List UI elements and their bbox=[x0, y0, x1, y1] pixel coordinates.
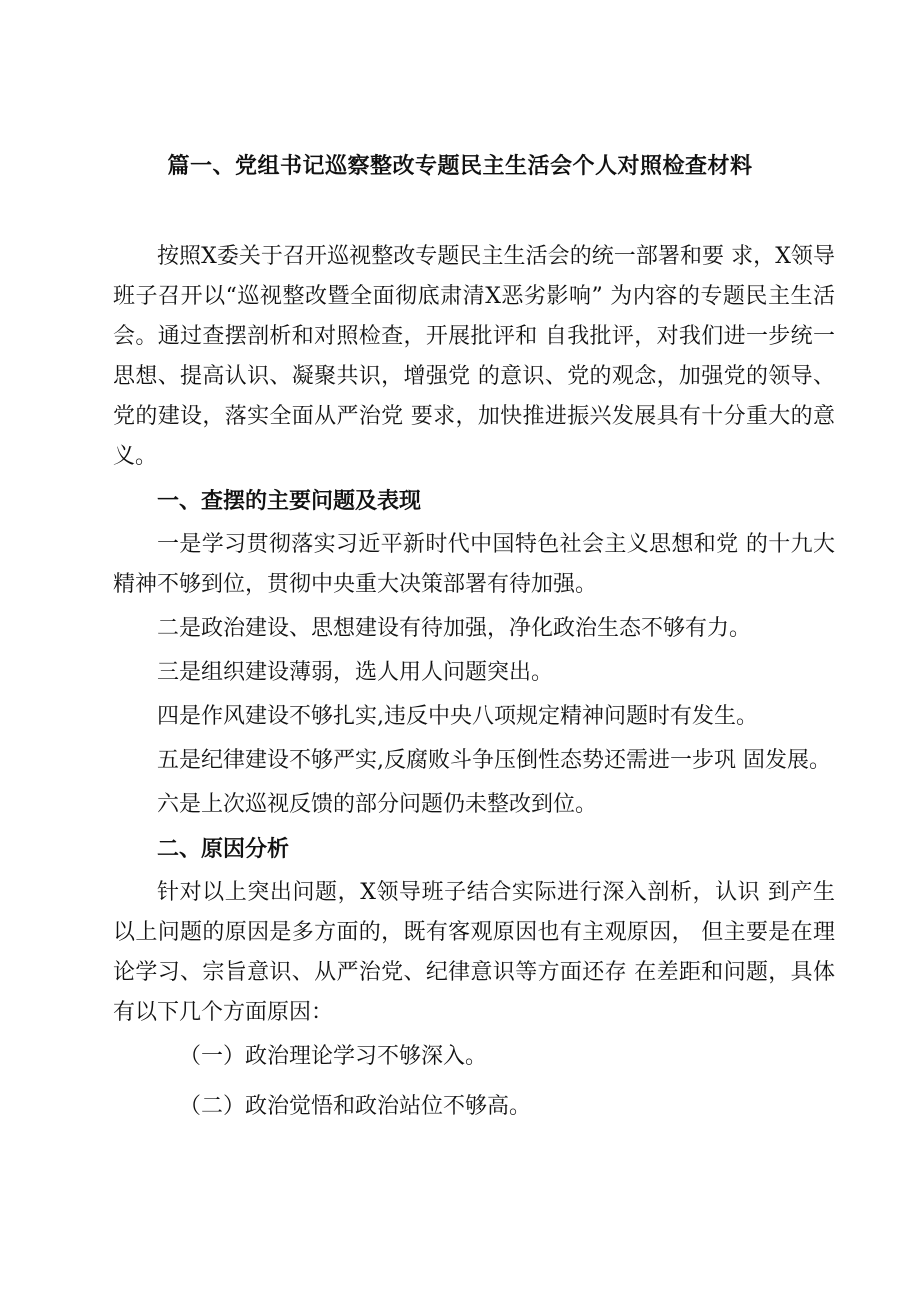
problem-item-3: 三是组织建设薄弱，选人用人问题突出。 bbox=[157, 660, 554, 685]
document-title: 篇一、党组书记巡察整改专题民主生活会个人对照检查材料 bbox=[167, 153, 753, 179]
problem-item-2: 二是政治建设、思想建设有待加强，净化政治生态不够有力。 bbox=[157, 616, 752, 641]
cause-item-2: （二）政治觉悟和政治站位不够高。 bbox=[179, 1094, 532, 1119]
problem-item-5: 五是纪律建设不够严实,反腐败斗争压倒性态势还需进一步巩 固发展。 bbox=[157, 748, 831, 773]
section-heading-causes: 二、原因分析 bbox=[157, 836, 290, 862]
problem-item-6: 六是上次巡视反馈的部分问题仍未整改到位。 bbox=[157, 792, 598, 817]
causes-intro-paragraph: 针对以上突出问题，X领导班子结合实际进行深入剖析，认识 到产生以上问题的原因是多方面的，既有客观原因也有主观原因， 但主要是在理论学习、宗旨意识、从严治党、纪律意识等方面还存 在差距和问题，具体有以下几个方面原因： bbox=[113, 880, 835, 1025]
problem-item-4: 四是作风建设不够扎实,违反中央八项规定精神问题时有发生。 bbox=[157, 704, 758, 729]
problem-item-1: 一是学习贯彻落实习近平新时代中国特色社会主义思想和党 的十九大精神不够到位，贯彻中央重大决策部署有待加强。 bbox=[113, 532, 835, 597]
cause-item-1: （一）政治理论学习不够深入。 bbox=[179, 1044, 488, 1069]
intro-paragraph: 按照X委关于召开巡视整改专题民主生活会的统一部署和要 求，X领导班子召开以“巡视整改暨全面彻底肃清X恶劣影响” 为内容的专题民主生活会。通过查摆剖析和对照检查，开展批评和 自我批评，对我们进一步统一思想、提高认识、凝聚共识，增强党 的意识、党的观念，加强党的领导、党的建设，落实全面从严治党 要求，加快推进振兴发展具有十分重大的意义。 bbox=[113, 244, 835, 469]
section-heading-problems: 一、查摆的主要问题及表现 bbox=[157, 488, 422, 514]
document-body bbox=[113, 237, 835, 1137]
